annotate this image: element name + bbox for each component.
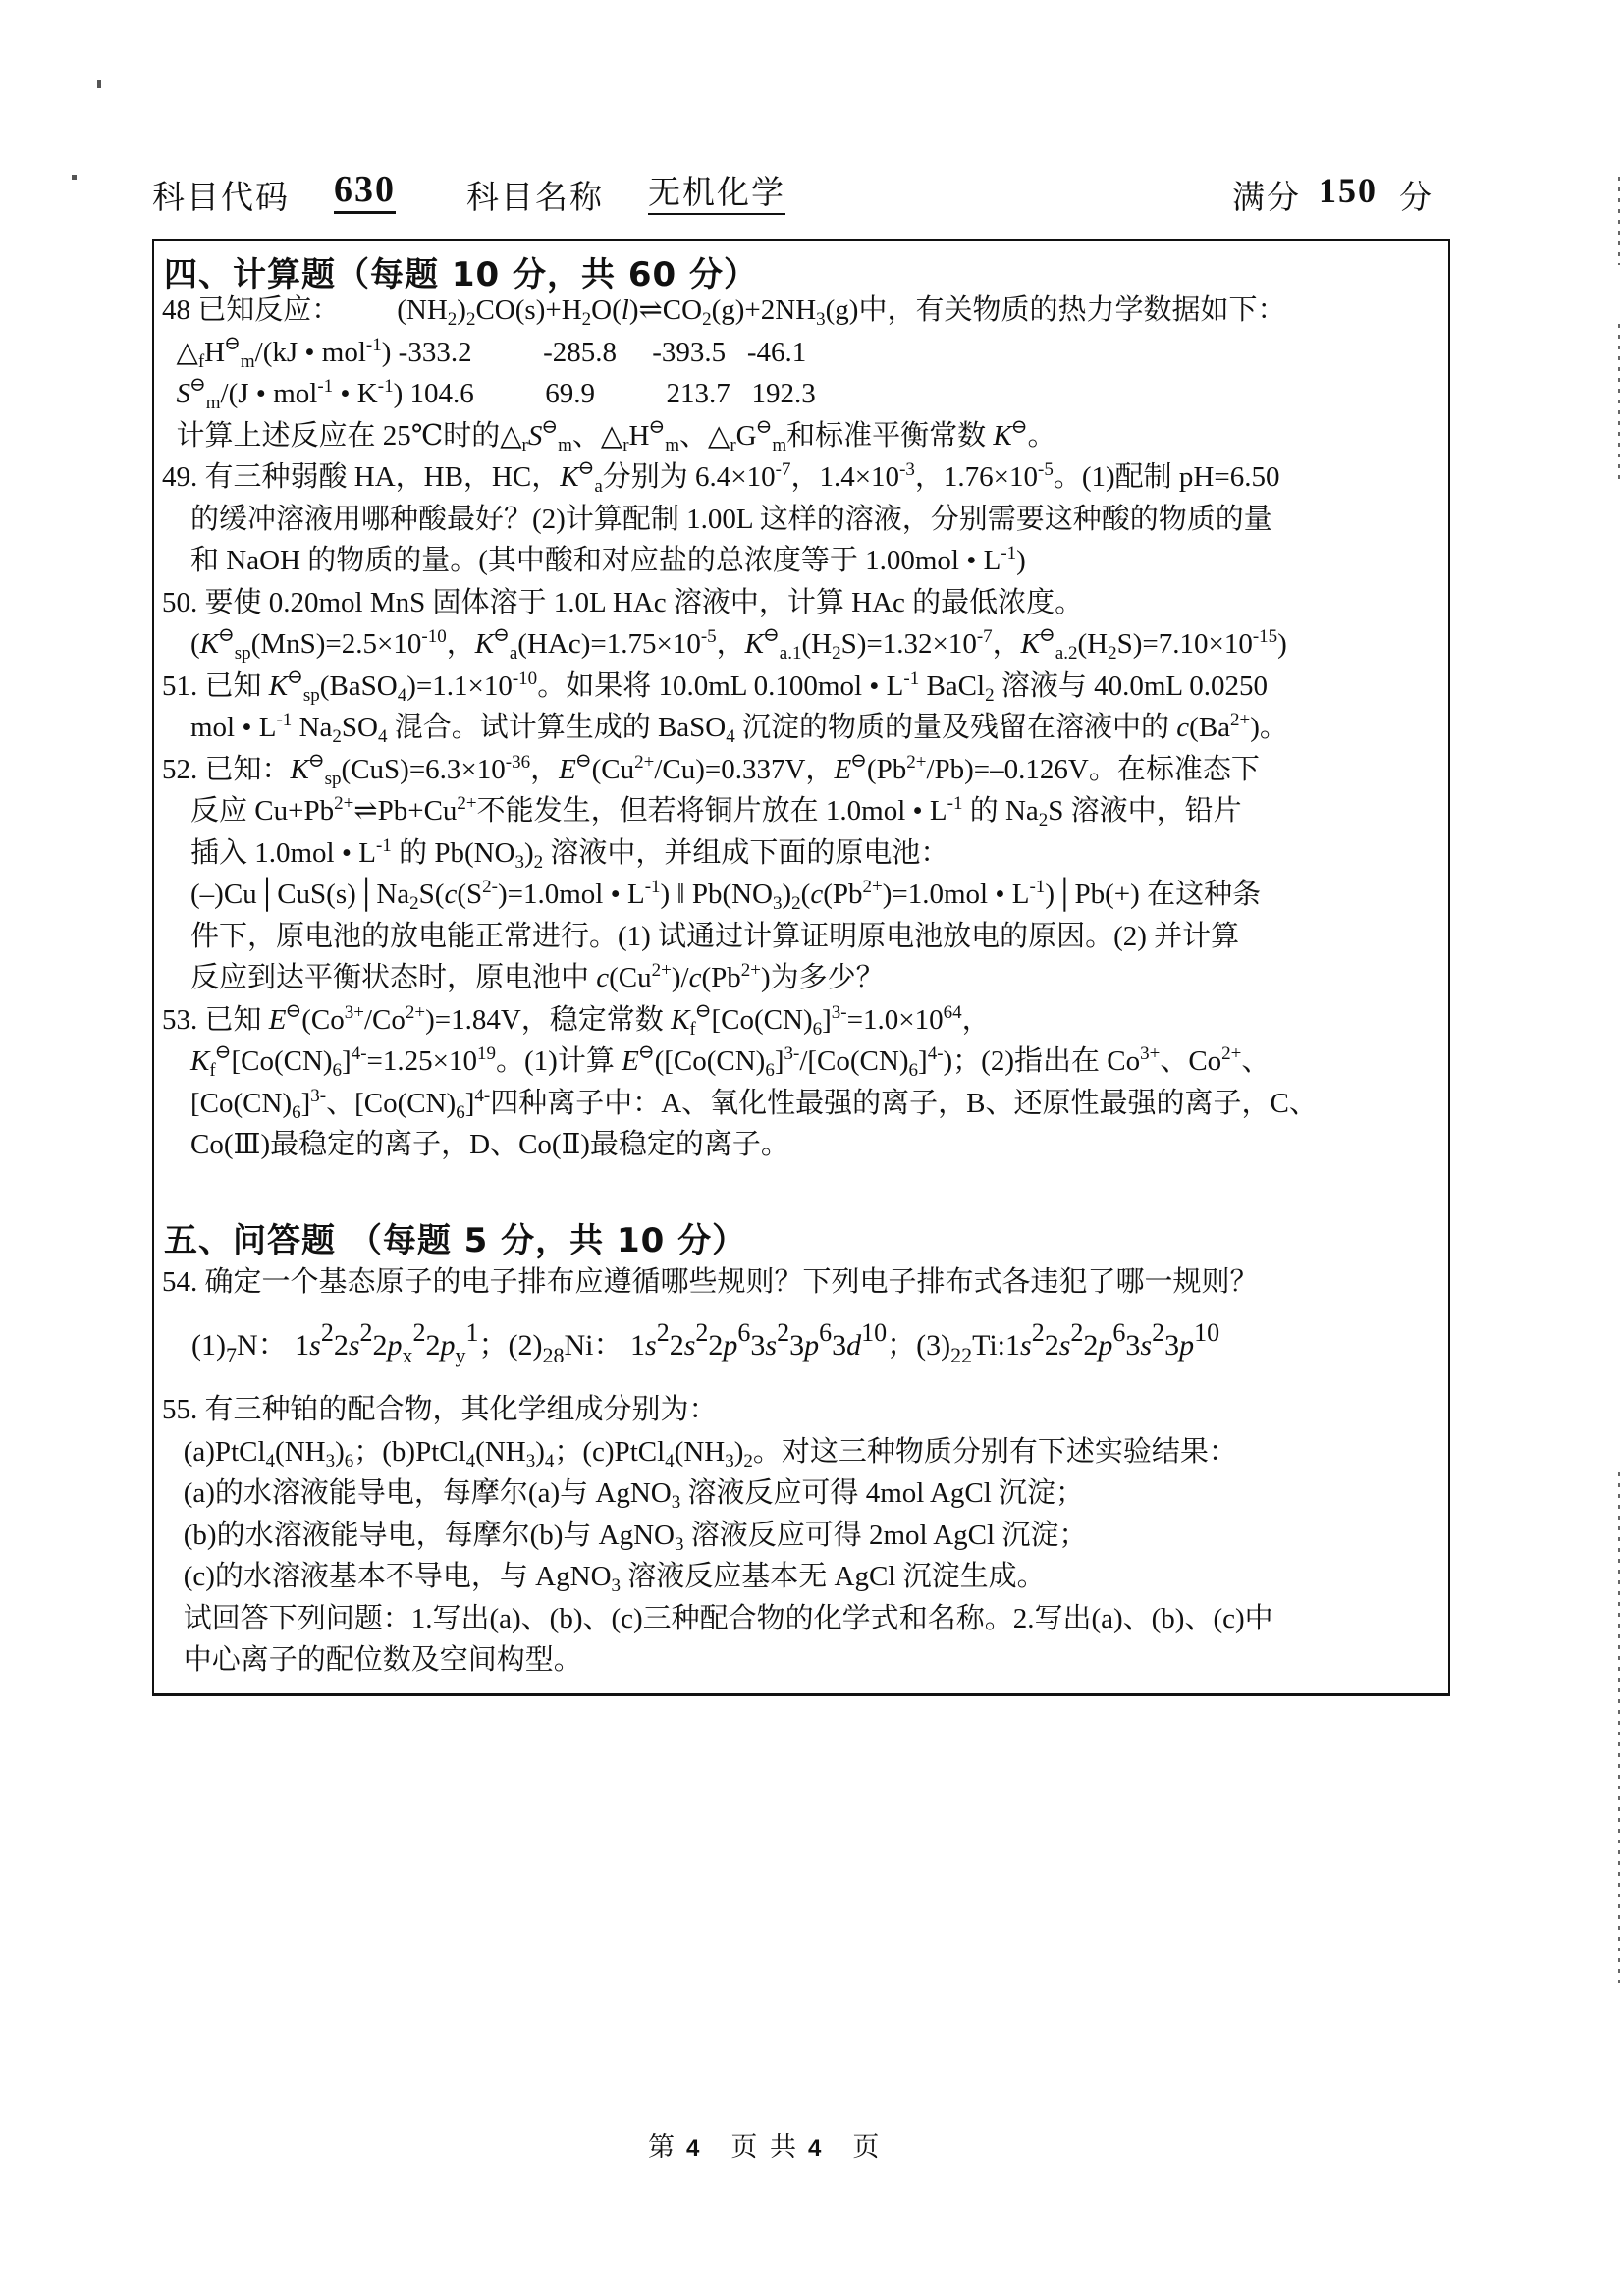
page-mid: 页 共 xyxy=(730,2132,798,2163)
scan-edge-mark xyxy=(1618,177,1620,265)
question-55-line: 试回答下列问题：1.写出(a)、(b)、(c)三种配合物的化学式和名称。2.写出(a)、(b)、(c)中 xyxy=(162,1603,1273,1634)
page-suffix: 页 xyxy=(852,2132,882,2163)
scan-speck xyxy=(72,175,77,180)
question-53-line: $K_f^⊖[Co(CN)_6]^{4-}=1.25\times 10^{19}$。(1)计算 $E^⊖([Co(CN)_6]^{3-}/[Co(CN)_6]^{4-})$；(2)指出在 $Co^{3+}$、$Co^{2+}$、 xyxy=(190,1041,1271,1081)
page-prefix: 第 xyxy=(648,2132,676,2163)
full-score-label: 满分 xyxy=(1232,178,1301,216)
question-53-line: Co(Ⅲ)最稳定的离子，D、Co(Ⅱ)最稳定的离子。 xyxy=(162,1129,789,1160)
question-53-line: $[Co(CN)_6]^{3-}$、$[Co(CN)_6]^{4-}$四种离子中：A、氧化性最强的离子，B、还原性最强的离子，C、 xyxy=(162,1086,1318,1123)
question-55-line: $(a)PtCl_4(NH_3)_6$；$(b)PtCl_4(NH_3)_4$；$(c)PtCl_4(NH_3)_2$。对这三种物质分别有下述实验结果： xyxy=(162,1436,1237,1471)
question-52-line: 反应到达平衡状态时，原电池中 $c(Cu^{2+})/c(Pb^{2+})$为多少？ xyxy=(162,960,885,993)
question-49-line: 的缓冲溶液用哪种酸最好？(2)计算配制 1.00L 这样的溶液，分别需要这种酸的物质的量 xyxy=(162,504,1272,535)
question-55-line: (c)的水溶液基本不导电，与 AgNO$_3$ 溶液反应基本无 AgCl 沉淀生成。 xyxy=(162,1561,1046,1596)
section-title-calculation: 四、计算题（每题 10 分，共 60 分） xyxy=(164,255,758,294)
question-54-config-line: $(1)_7N$： $1s^22s^22p_x^22p_y^1$；$(2)_{28}Ni$： $1s^22s^22p^63s^23p^63d^{10}$；$(3)_{22}Ti:1s^22s^22p^63s^23p^{10}$ xyxy=(162,1318,1220,1367)
exam-header xyxy=(152,169,1434,221)
question-51-line: mol • $L^{-1}$ $Na_2SO_4$ 混合。试计算生成的 BaSO$_4$ 沉淀的物质的量及残留在溶液中的 $c(Ba^{2+})$。 xyxy=(162,710,1288,747)
question-48-line: $S^⊖_m/(J$ • mol$^{-1}$ • $K^{-1}$) 104.6 69.9 213.7 192.3 xyxy=(176,374,816,413)
question-50-line: 50. 要使 0.20mol MnS 固体溶于 1.0L HAc 溶液中，计算 HAc 的最低浓度。 xyxy=(162,587,1084,618)
full-score: 150 xyxy=(1319,171,1378,210)
subject-code: 630 xyxy=(334,168,396,214)
question-48-line: 48 已知反应： $(NH_2)_2CO(s)+H_2O(l)\rightleftharpoons CO_2(g)+2NH_3(g)$中，有关物质的热力学数据如下： xyxy=(162,294,1286,330)
question-55-line: 中心离子的配位数及空间构型。 xyxy=(162,1644,582,1676)
subject-code-label: 科目代码 xyxy=(152,178,290,216)
question-55-line: (a)的水溶液能导电，每摩尔(a)与 AgNO$_3$ 溶液反应可得 4mol AgCl 沉淀； xyxy=(162,1477,1085,1513)
subject-name-label: 科目名称 xyxy=(466,178,604,216)
full-score-unit: 分 xyxy=(1399,178,1434,216)
scan-edge-mark xyxy=(1618,324,1620,481)
page-current: 4 xyxy=(686,2135,702,2162)
section-title-short-answer: 五、问答题 （每题 5 分，共 10 分） xyxy=(164,1221,747,1260)
question-53-line: 53. 已知 $E^⊖(Co^{3+}/Co^{2+})=1.84V$，稳定常数 $K_f^⊖[Co(CN)_6]^{3-}=1.0\times 10^{64}$， xyxy=(162,1000,991,1040)
question-52-line: 反应 $Cu+Pb^{2+}\rightleftharpoons Pb+Cu^{2+}$不能发生，但若将铜片放在 1.0mol • $L^{-1}$ 的 $Na_2S$ 溶液中，铅片 xyxy=(162,793,1242,830)
page-footer xyxy=(648,2125,881,2163)
question-box xyxy=(152,239,1450,1696)
question-52-line: 插入 1.0mol • $L^{-1}$ 的 $Pb(NO_3)_2$ 溶液中，并组成下面的原电池： xyxy=(162,835,949,873)
question-50-line: ($K^⊖_{sp}(MnS)=2.5\times 10^{-10}$，$K^⊖_a(HAc)=1.75\times 10^{-5}$，$K^⊖_{a.1}(H_2S)=1.32\times 10^{-7}$，$K^⊖_{a.2}(H_2S)=7.10\times 10^{-15}$) xyxy=(162,624,1287,664)
question-49-line: 和 NaOH 的物质的量。(其中酸和对应盐的总浓度等于 1.00mol • $L^{-1}$) xyxy=(162,543,1026,576)
question-51-line: 51. 已知 $K^⊖_{sp}(BaSO_4)=1.1\times 10^{-10}$。如果将 10.0mL 0.100mol • $L^{-1}$ BaCl$_2$ 溶液与 40.0mL 0.0250 xyxy=(162,667,1269,706)
scan-speck xyxy=(97,80,101,88)
scan-edge-mark xyxy=(1618,1472,1620,1983)
question-48-line: 计算上述反应在 25℃时的$\triangle_rS^⊖_m$、$\triangle_rH^⊖_m$、$\triangle_rG^⊖_m$和标准平衡常数 K⊖。 xyxy=(162,416,1056,455)
question-52-line: $(-)Cu│CuS(s)│Na_2S(c(S^{2-})=1.0mol$ • $L^{-1}$) ‖ $Pb(NO_3)_2(c(Pb^{2+})=1.0mol$ • $L^{-1})│Pb(+)$ 在这种条 xyxy=(162,877,1262,914)
question-48-line: $\triangle_fH^⊖_m/(kJ$ • mol$^{-1}$) -333.2 -285.8 -393.5 -46.1 xyxy=(162,333,807,372)
question-55-line: 55. 有三种铂的配合物，其化学组成分别为： xyxy=(162,1394,718,1425)
subject-name: 无机化学 xyxy=(648,172,785,215)
question-55-line: (b)的水溶液能导电，每摩尔(b)与 AgNO$_3$ 溶液反应可得 2mol AgCl 沉淀； xyxy=(162,1520,1088,1555)
question-52-line: 件下，原电池的放电能正常进行。(1) 试通过计算证明原电池放电的原因。(2) 并计算 xyxy=(162,921,1240,952)
page-total: 4 xyxy=(807,2135,824,2162)
question-54-line: 54. 确定一个基态原子的电子排布应遵循哪些规则？下列电子排布式各违犯了哪一规则？ xyxy=(162,1266,1259,1298)
question-52-line: 52. 已知：$K^⊖_{sp}(CuS)=6.3\times 10^{-36}$，$E^⊖(Cu^{2+}/Cu)=0.337V$，$E^⊖(Pb^{2+}/Pb)=-0.126V$。在标准态下 xyxy=(162,750,1260,789)
question-49-line: 49. 有三种弱酸 HA，HB，HC，$K^⊖_a$分别为 $6.4\times 10^{-7}$，$1.4\times 10^{-3}$，$1.76\times 10^{-5}$。(1)配制 pH=6.50 xyxy=(162,457,1280,497)
